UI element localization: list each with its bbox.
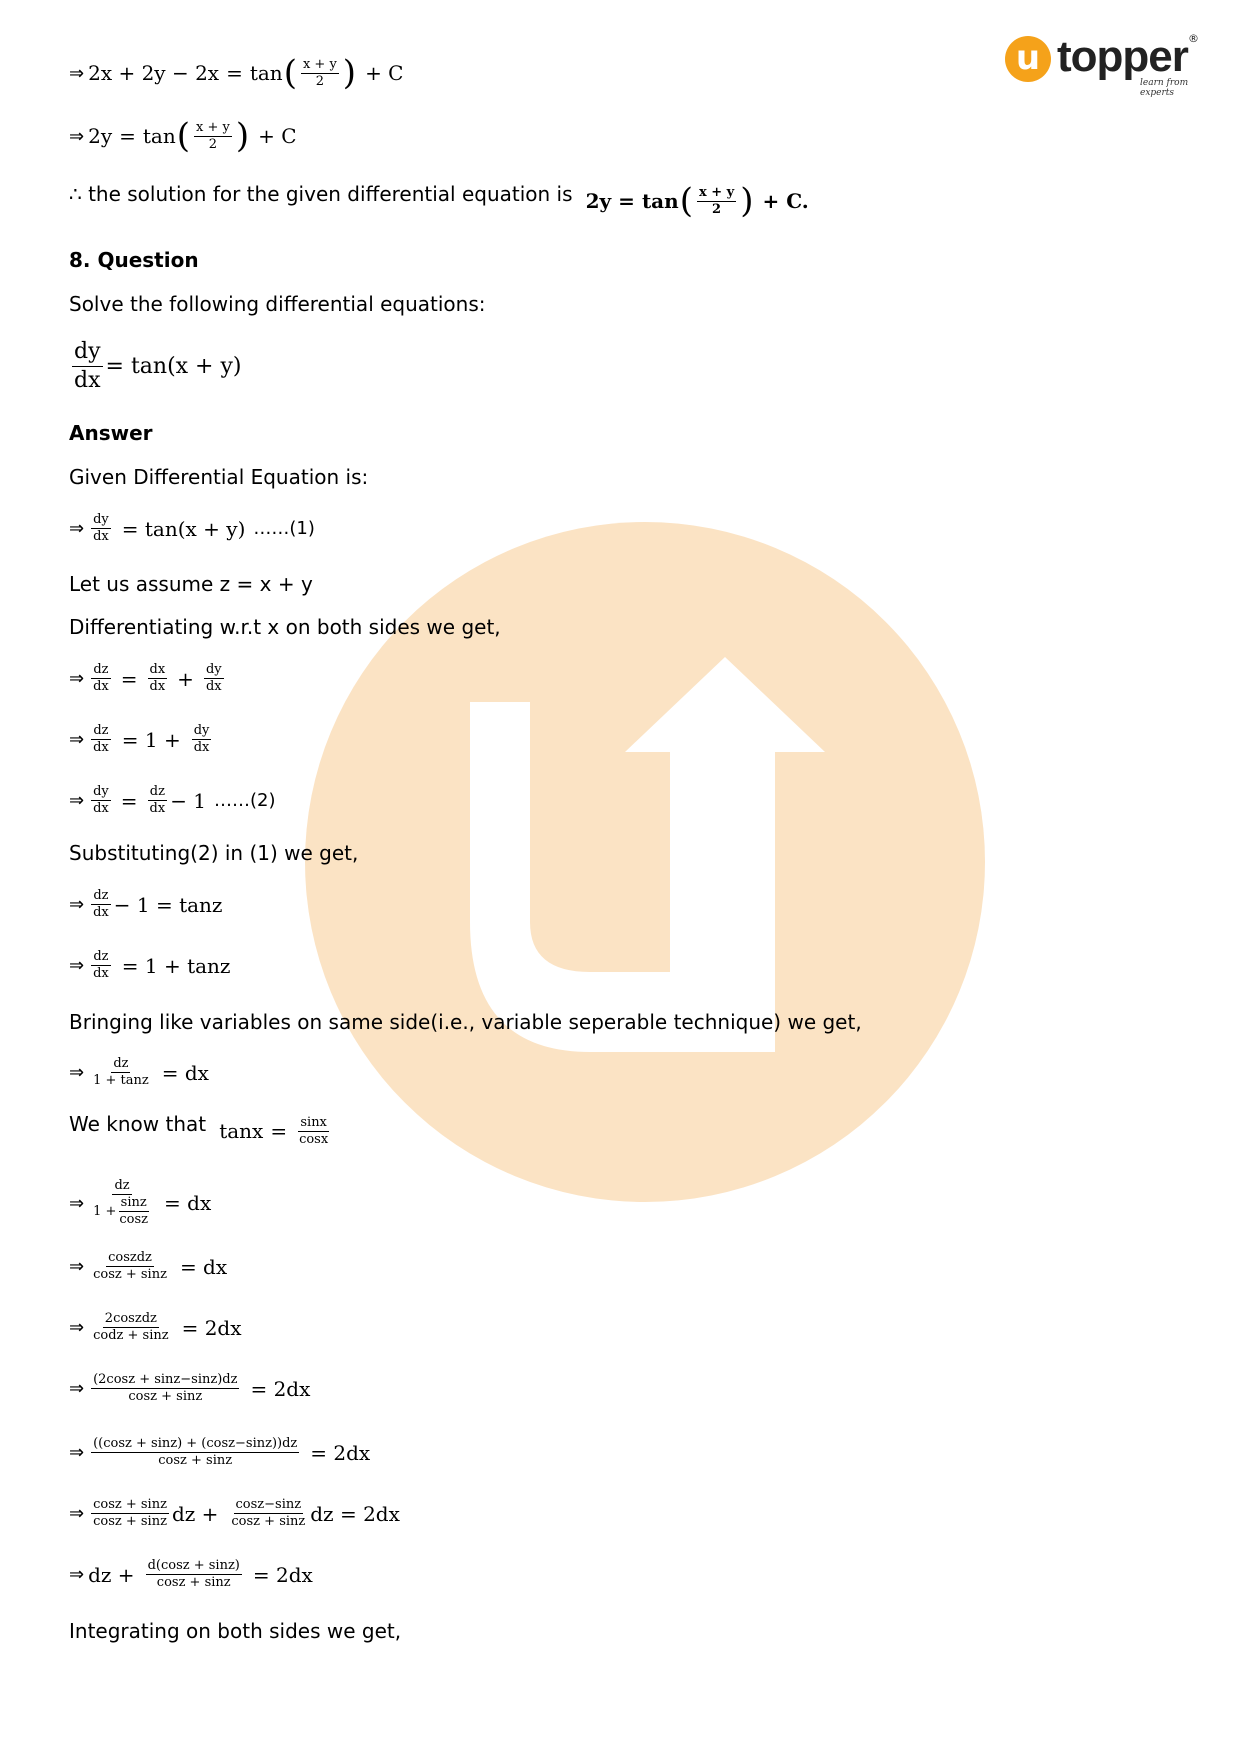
equation-line: ⇒ $\frac{(2\cos z + \sin z-\sin z)dz}{\cos z + \sin z}$ = 2dx — [69, 1372, 311, 1404]
logo-tagline: learn from experts — [1140, 78, 1189, 98]
substitute-text: Substituting(2) in (1) we get, — [69, 841, 359, 865]
topper-logo — [1005, 32, 1205, 98]
solution-statement: ∴ the solution for the given differential equation is 2y = tan ( $\frac{x + y}{2}$ ) + C. — [69, 181, 809, 221]
equation-line: ⇒ $\frac{\text{2coszdz}}{\text{codz + sinz}}$ = 2dx — [69, 1311, 242, 1343]
equation-line: ⇒ $\frac{dz}{dx}$ = 1 + $\frac{dy}{dx}$ — [69, 723, 210, 755]
equation-2: ⇒ $\frac{dy}{dx}$ = $\frac{dz}{dx}$ − 1 ……(2) — [69, 784, 276, 816]
question-equation: $\frac{dy}{dx}$ = tan(x + y) — [74, 339, 242, 393]
equation-line: ⇒ $\frac{dz}{dx}$ − 1 = tanz — [69, 888, 223, 920]
equation-label: ……(2) — [214, 790, 276, 811]
implies-arrow: ⇒ — [69, 62, 85, 84]
integrating-text: Integrating on both sides we get, — [69, 1619, 402, 1643]
equation-1: ⇒ $\frac{dy}{dx}$ = tan(x + y) ……(1) — [69, 512, 315, 544]
question-text: Solve the following differential equations: — [69, 292, 486, 316]
logo-registered-mark: ® — [1188, 32, 1199, 45]
eq-lhs: 2x + 2y − 2x — [88, 61, 220, 85]
eq-lhs: 2y — [88, 124, 113, 148]
implies-arrow: ⇒ — [69, 125, 85, 147]
differentiate-text: Differentiating w.r.t x on both sides we get, — [69, 615, 501, 639]
logo-wordmark: topper — [1057, 32, 1188, 81]
equation-line: ⇒ $\frac{\text{coszdz}}{\cos z + \sin z}$ = dx — [69, 1250, 228, 1282]
solution-text: ∴ the solution for the given differential equation is — [69, 182, 573, 206]
eq-function: tan — [142, 124, 176, 148]
bringing-text: Bringing like variables on same side(i.e., variable seperable technique) we get, — [69, 1010, 862, 1034]
eq-function: tan — [249, 61, 283, 85]
equation-label: ……(1) — [253, 518, 315, 539]
logo-u-icon: u — [1005, 36, 1051, 82]
equation-line: ⇒ 2y = tan ( $\frac{x + y}{2}$ ) + C — [69, 116, 297, 156]
identity-line: We know that tanx = $\frac{\sin x}{\cos x}$ — [69, 1112, 329, 1147]
answer-heading: Answer — [69, 421, 153, 445]
question-heading: 8. Question — [69, 248, 199, 272]
given-text: Given Differential Equation is: — [69, 465, 369, 489]
equation-line: ⇒ 2x + 2y − 2x = tan ( $\frac{x + y}{2}$ ) + C — [69, 53, 404, 93]
equation-line: ⇒ $\frac{((\cos z + \sin z) + (\cos z-\sin z))dz}{\cos z + \sin z}$ = 2dx — [69, 1436, 371, 1468]
equation-line: ⇒ $\frac{\cos z + \sin z}{\cos z + \sin z}$ dz + $\frac{\cos z-\sin z}{\cos z + \sin z}$ dz = 2dx — [69, 1497, 400, 1529]
fraction: $\frac{x + y}{2}$ — [302, 56, 337, 89]
equation-line: ⇒ $\frac{dz}{1 + \tan z}$ = dx — [69, 1056, 209, 1088]
eq-rhs: + C — [258, 124, 297, 148]
fraction: $\frac{x + y}{2}$ — [196, 119, 230, 152]
equation-line: ⇒ $\frac{dz}{dx}$ = 1 + tanz — [69, 949, 231, 981]
eq-rhs: + C — [365, 61, 404, 85]
assume-text: Let us assume z = x + y — [69, 572, 313, 596]
equation-line: ⇒ dz 1 + $\frac{\sin z}{\cos z}$ = dx — [69, 1178, 212, 1227]
equation-line: ⇒ dz + $\frac{d(\cos z + \sin z)}{\cos z + \sin z}$ = 2dx — [69, 1558, 313, 1590]
equation-line: ⇒ $\frac{dz}{dx}$ = $\frac{dx}{dx}$ + $\frac{dy}{dx}$ — [69, 662, 222, 694]
